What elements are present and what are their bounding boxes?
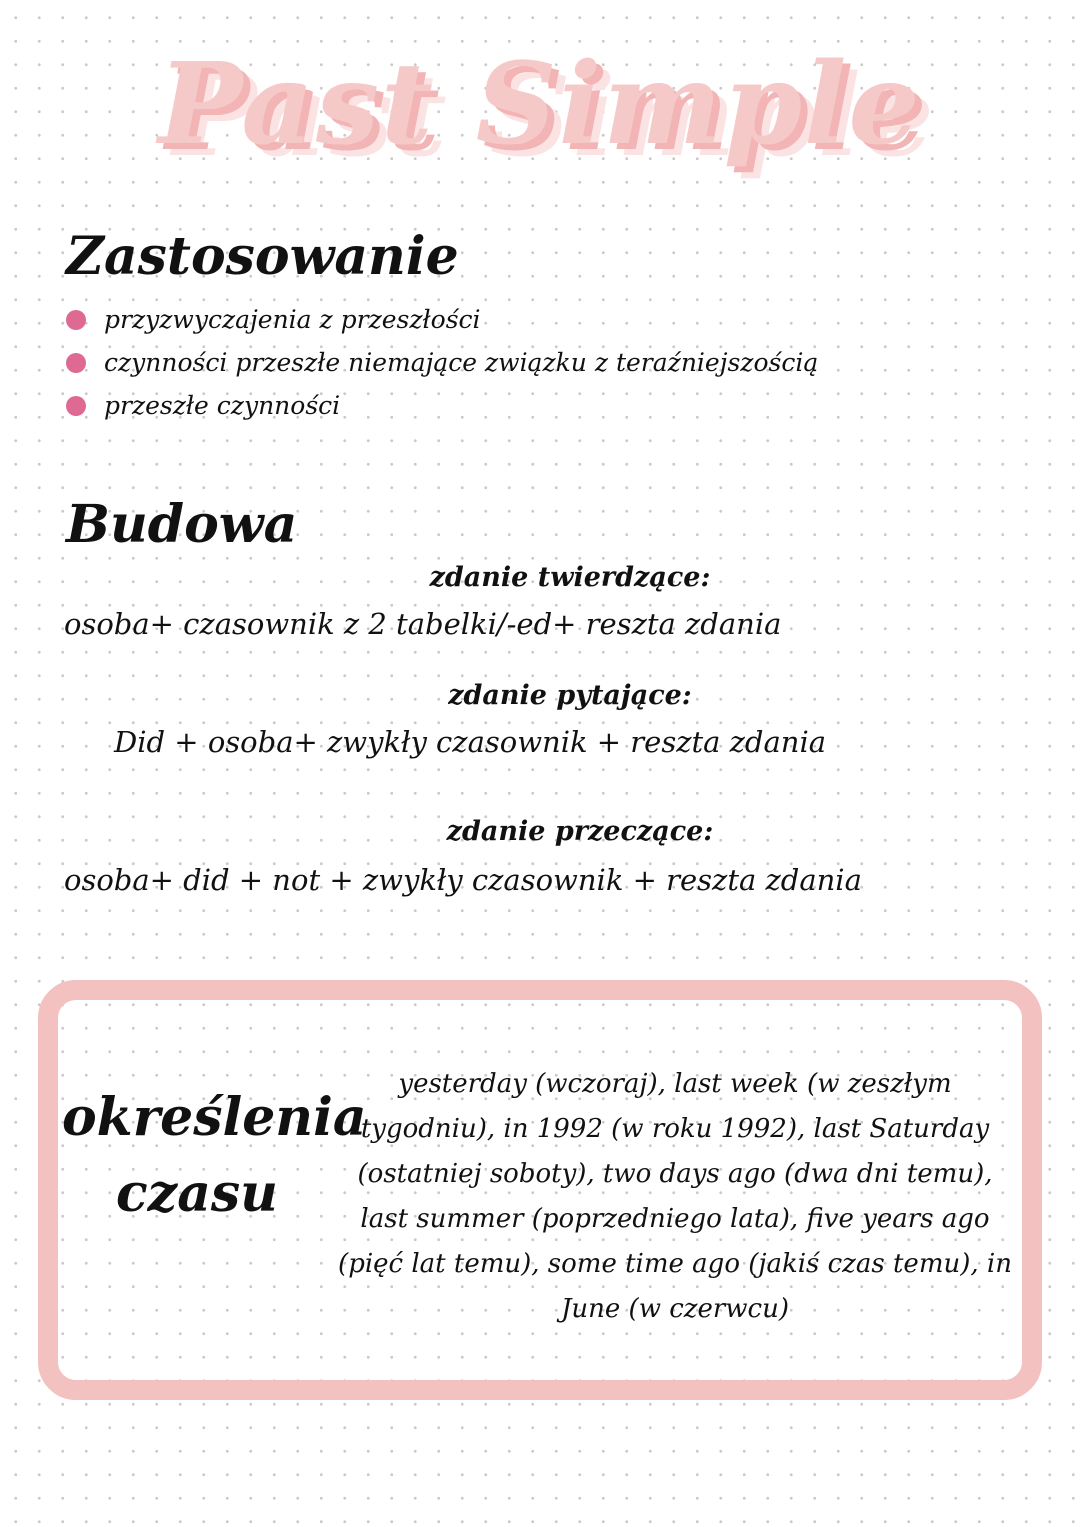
question-formula: Did + osoba+ zwykły czasownik + reszta zdania <box>114 725 827 759</box>
usage-item <box>66 384 818 427</box>
usage-item <box>66 341 818 384</box>
affirmative-label: zdanie twierdzące: <box>429 562 711 593</box>
time-title-line2: czasu <box>116 1163 278 1224</box>
negative-formula: osoba+ did + not + zwykły czasownik + reszta zdania <box>64 863 862 897</box>
bullet-dot-icon <box>66 310 86 330</box>
usage-item-text: czynności przeszłe niemające związku z teraźniejszością <box>104 348 819 377</box>
usage-item-text: przyzwyczajenia z przeszłości <box>104 305 481 334</box>
time-title-line1: określenia <box>62 1087 367 1148</box>
question-label: zdanie pytające: <box>448 680 692 711</box>
structure-heading: Budowa <box>66 494 298 555</box>
time-expressions-text: yesterday (wczoraj), last week (w zeszłym tygodniu), in 1992 (w roku 1992), last Saturday (ostatniej soboty), two days ago (dwa dni temu), last summer (poprzedniego lata), five years ago (pięć lat temu), some time ago (jakiś czas temu), in June (w czerwcu) <box>338 1069 1012 1324</box>
usage-item <box>66 298 818 341</box>
page-title: Past Simple <box>158 39 922 170</box>
bullet-dot-icon <box>66 353 86 373</box>
time-expressions-title <box>62 1082 367 1234</box>
affirmative-formula: osoba+ czasownik z 2 tabelki/-ed+ reszta zdania <box>64 607 782 641</box>
bullet-dot-icon <box>66 396 86 416</box>
usage-item-text: przeszłe czynności <box>104 391 341 420</box>
usage-heading: Zastosowanie <box>66 226 459 287</box>
negative-label: zdanie przeczące: <box>446 816 714 847</box>
usage-list <box>66 298 818 427</box>
